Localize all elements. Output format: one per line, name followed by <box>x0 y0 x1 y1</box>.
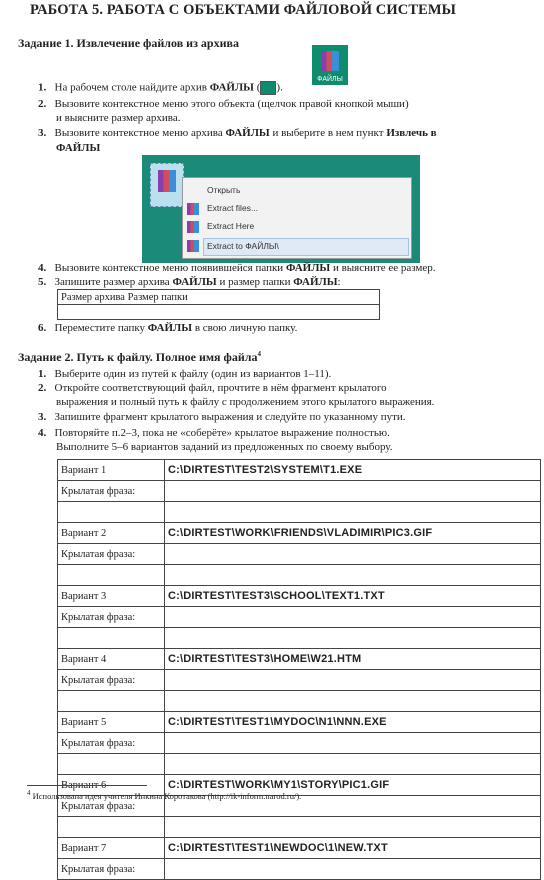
variant-path: C:\DIRTEST\TEST3\SCHOOL\TEXT1.TXT <box>165 586 541 607</box>
variant-row <box>58 460 541 481</box>
phrase-label: Крылатая фраза: <box>58 733 165 754</box>
menu-item-open[interactable]: Открыть <box>207 185 241 195</box>
variant-label: Вариант 6 <box>58 775 165 796</box>
spacer-row <box>58 628 541 649</box>
variant-path: C:\DIRTEST\WORK\MY1\STORY\PIC1.GIF <box>165 775 541 796</box>
variant-label: Вариант 7 <box>58 838 165 859</box>
variant-path: C:\DIRTEST\WORK\FRIENDS\VLADIMIR\PIC3.GIF <box>165 523 541 544</box>
task1-step-2-cont: и выясните размер архива. <box>56 112 181 124</box>
size-table-answer[interactable] <box>58 305 380 320</box>
phrase-answer[interactable] <box>165 733 541 754</box>
phrase-answer[interactable] <box>165 607 541 628</box>
task1-step-6: 6. Переместите папку ФАЙЛЫ в свою личную папку. <box>38 322 298 334</box>
phrase-row <box>58 481 541 502</box>
task2-step-1: 1. Выберите один из путей к файлу (один из вариантов 1–11). <box>38 368 332 380</box>
phrase-label: Крылатая фраза: <box>58 859 165 880</box>
task1-heading: Задание 1. Извлечение файлов из архива <box>18 36 239 50</box>
variant-label: Вариант 4 <box>58 649 165 670</box>
spacer-row <box>58 817 541 838</box>
variant-label: Вариант 2 <box>58 523 165 544</box>
phrase-row <box>58 733 541 754</box>
extract-to-icon <box>187 240 199 252</box>
phrase-answer[interactable] <box>165 670 541 691</box>
variant-row <box>58 838 541 859</box>
phrase-row <box>58 859 541 880</box>
variant-path: C:\DIRTEST\TEST2\SYSTEM\T1.EXE <box>165 460 541 481</box>
variant-label: Вариант 3 <box>58 586 165 607</box>
task2-heading: Задание 2. Путь к файлу. Полное имя файла$^4$ <box>18 350 261 364</box>
variant-path: C:\DIRTEST\TEST1\NEWDOC\1\NEW.TXT <box>165 838 541 859</box>
phrase-label: Крылатая фраза: <box>58 796 165 817</box>
phrase-label: Крылатая фраза: <box>58 607 165 628</box>
phrase-answer[interactable] <box>165 859 541 880</box>
context-menu-screenshot <box>142 155 420 263</box>
phrase-label: Крылатая фраза: <box>58 544 165 565</box>
page-title: РАБОТА 5. РАБОТА С ОБЪЕКТАМИ ФАЙЛОВОЙ СИСТЕМЫ <box>30 2 456 18</box>
variant-row <box>58 586 541 607</box>
task2-step-4: 4. Повторяйте п.2–3, пока не «соберёте» крылатое выражение полностью. <box>38 427 390 439</box>
spacer-row <box>58 754 541 775</box>
task1-step-2: 2. Вызовите контекстное меню этого объекта (щелчок правой кнопкой мыши) <box>38 98 409 110</box>
spacer-row <box>58 565 541 586</box>
variant-row <box>58 712 541 733</box>
task1-step-5: 5. Запишите размер архива ФАЙЛЫ и размер папки ФАЙЛЫ: <box>38 276 341 288</box>
variant-row <box>58 649 541 670</box>
footnote-divider <box>27 785 147 786</box>
variant-label: Вариант 1 <box>58 460 165 481</box>
size-table-header: Размер архива Размер папки <box>58 290 380 305</box>
variants-table <box>57 459 541 880</box>
spacer-row <box>58 502 541 523</box>
phrase-answer[interactable] <box>165 481 541 502</box>
task2-step-2: 2. Откройте соответствующий файл, прочтите в нём фрагмент крылатого <box>38 382 387 394</box>
phrase-answer[interactable] <box>165 544 541 565</box>
task1-step-3: 3. Вызовите контекстное меню архива ФАЙЛЫ и выберите в нем пункт Извлечь в <box>38 127 437 139</box>
spacer-row <box>58 691 541 712</box>
task2-step-4-cont: Выполните 5–6 вариантов заданий из предложенных по своему выбору. <box>56 441 393 453</box>
archive-mini-icon <box>260 81 276 95</box>
variant-path: C:\DIRTEST\TEST3\HOME\W21.HTM <box>165 649 541 670</box>
archive-folder-icon <box>150 163 184 207</box>
archive-icon-caption: ФАЙЛЫ <box>317 76 343 83</box>
menu-item-extract-to[interactable]: Extract to ФАЙЛЫ\ <box>207 241 279 251</box>
variant-row <box>58 523 541 544</box>
footnote: $^4$ Использована идея учителя Инкина Коротакова (http://ik-inform.narod.ru/). <box>27 789 302 801</box>
task1-step-1: 1. На рабочем столе найдите архив ФАЙЛЫ ( ). <box>38 81 283 94</box>
extract-files-icon <box>187 203 199 215</box>
task1-step-4: 4. Вызовите контекстное меню появившейся папки ФАЙЛЫ и выясните ее размер. <box>38 262 436 274</box>
context-menu <box>182 177 412 259</box>
menu-item-extract-here[interactable]: Extract Here <box>207 221 255 231</box>
phrase-row <box>58 544 541 565</box>
menu-item-extract-files[interactable]: Extract files... <box>207 203 259 213</box>
archive-icon <box>312 45 348 85</box>
phrase-label: Крылатая фраза: <box>58 481 165 502</box>
phrase-row <box>58 670 541 691</box>
variant-path: C:\DIRTEST\TEST1\MYDOC\N1\NNN.EXE <box>165 712 541 733</box>
phrase-row <box>58 607 541 628</box>
task1-step-3-cont: ФАЙЛЫ <box>56 142 101 154</box>
task2-step-3: 3. Запишите фрагмент крылатого выражения и следуйте по указанному пути. <box>38 411 406 423</box>
size-table <box>57 289 380 320</box>
phrase-label: Крылатая фраза: <box>58 670 165 691</box>
extract-here-icon <box>187 221 199 233</box>
task2-step-2-cont: выражения и полный путь к файлу с продолжением этого крылатого выражения. <box>56 396 435 408</box>
variant-label: Вариант 5 <box>58 712 165 733</box>
